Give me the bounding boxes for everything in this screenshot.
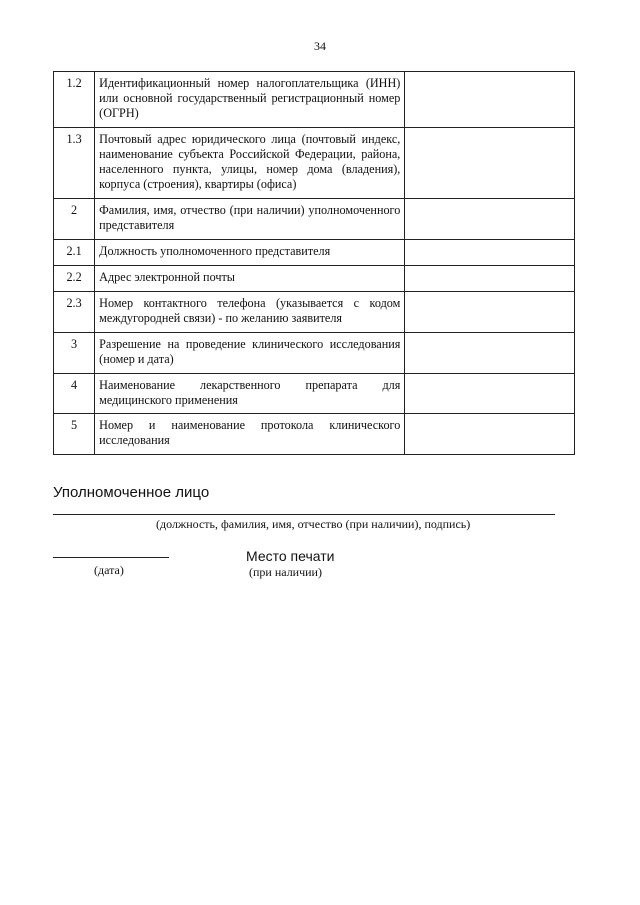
authorized-person-label: Уполномоченное лицо	[53, 484, 210, 501]
row-number: 2.3	[54, 292, 95, 333]
row-label: Номер и наименование протокола клинического исследования	[95, 414, 405, 455]
row-number: 1.3	[54, 128, 95, 199]
stamp-place-label: Место печати	[246, 548, 335, 564]
row-label: Разрешение на проведение клинического исследования (номер и дата)	[95, 333, 405, 374]
row-label: Номер контактного телефона (указывается с кодом междугородней связи) - по желанию заявителя	[95, 292, 405, 333]
table-row	[54, 292, 575, 333]
row-number: 4	[54, 374, 95, 414]
row-label: Адрес электронной почты	[95, 266, 405, 292]
table-row	[54, 266, 575, 292]
row-label: Идентификационный номер налогоплательщика (ИНН) или основной государственный регистрационный номер (ОГРН)	[95, 72, 405, 128]
row-value-field[interactable]	[405, 292, 575, 333]
row-label: Почтовый адрес юридического лица (почтовый индекс, наименование субъекта Российской Федерации, района, населенного пункта, улицы, номер дома (владения), корпуса (строения), квартиры (офиса)	[95, 128, 405, 199]
table-row	[54, 72, 575, 128]
row-number: 2.2	[54, 266, 95, 292]
row-value-field[interactable]	[405, 199, 575, 240]
row-value-field[interactable]	[405, 374, 575, 414]
stamp-place-caption: (при наличии)	[249, 565, 322, 579]
signature-line[interactable]	[53, 514, 555, 515]
table-row	[54, 414, 575, 455]
application-form-table	[53, 71, 575, 455]
row-value-field[interactable]	[405, 333, 575, 374]
table-row	[54, 199, 575, 240]
row-number: 3	[54, 333, 95, 374]
row-label: Должность уполномоченного представителя	[95, 240, 405, 266]
row-value-field[interactable]	[405, 414, 575, 455]
row-label: Фамилия, имя, отчество (при наличии) уполномоченного представителя	[95, 199, 405, 240]
row-number: 2.1	[54, 240, 95, 266]
table-row	[54, 333, 575, 374]
row-number: 1.2	[54, 72, 95, 128]
row-value-field[interactable]	[405, 266, 575, 292]
page-number: 34	[314, 39, 326, 53]
row-number: 2	[54, 199, 95, 240]
date-caption: (дата)	[94, 563, 124, 577]
row-value-field[interactable]	[405, 72, 575, 128]
table-row	[54, 240, 575, 266]
row-value-field[interactable]	[405, 128, 575, 199]
row-number: 5	[54, 414, 95, 455]
row-label: Наименование лекарственного препарата для медицинского применения	[95, 374, 405, 414]
table-row	[54, 374, 575, 414]
signature-caption: (должность, фамилия, имя, отчество (при наличии), подпись)	[156, 517, 471, 531]
date-line[interactable]	[53, 557, 169, 558]
table-row	[54, 128, 575, 199]
row-value-field[interactable]	[405, 240, 575, 266]
